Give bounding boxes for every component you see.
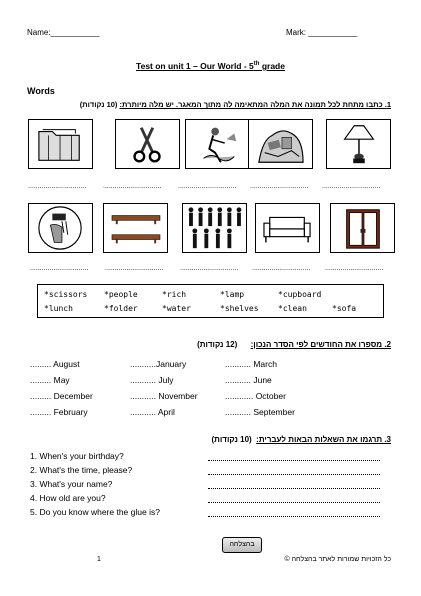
question-item: 1. When's your birthday? [30,451,124,461]
copyright-text: כל הזכויות שמורות לאתר בהצלחה © [284,556,391,563]
sofa-picture [255,203,320,253]
translate-instruction-text: 3. תרגמו את השאלות הבאות לעברית: [256,435,391,444]
word-bank-item: *cupboard [278,290,322,299]
people-icon [183,204,246,252]
answer-blank-7[interactable]: .............................. [105,265,164,272]
lamp-icon [327,120,390,168]
question-item: 2. What's the time, please? [30,465,133,475]
answer-blank-3[interactable]: .............................. [178,183,237,190]
cupboard-picture [330,203,395,253]
sofa-icon [256,204,319,252]
water-icon [29,204,92,252]
month-item[interactable]: ............ October [225,391,286,401]
site-logo-text: בהצלחה [229,541,255,548]
answer-blank-1[interactable]: .............................. [28,183,87,190]
answer-blank-9[interactable]: .............................. [252,265,311,272]
rubbish-heap-picture [248,119,313,169]
mark-field[interactable]: Mark: ___________ [286,28,358,37]
answer-line[interactable] [208,460,380,461]
word-bank [37,284,384,318]
answer-line[interactable] [208,474,380,475]
answer-blank-8[interactable]: .............................. [180,265,239,272]
month-item[interactable]: ........... November [130,391,198,401]
month-item[interactable]: ........... September [225,407,295,417]
word-bank-item: *lamp [220,290,245,299]
people-picture [182,203,247,253]
answer-blank-4[interactable]: .............................. [250,183,309,190]
scissors-picture [115,119,180,169]
words-instruction [80,100,391,109]
month-item[interactable]: ......... February [30,407,88,417]
word-bank-item: *clean [278,304,307,313]
month-item[interactable]: ........... March [225,359,277,369]
folder-icon [29,120,92,168]
word-bank-item: *lunch [44,304,73,313]
answer-blank-6[interactable]: .............................. [30,265,89,272]
lamp-picture [326,119,391,169]
word-bank-item: *sofa [332,304,357,313]
folder-picture [28,119,93,169]
month-item[interactable]: ......... August [30,359,80,369]
cupboard-icon [331,204,394,252]
rubbish-heap-icon [249,120,312,168]
month-item[interactable]: ........... July [130,375,174,385]
answer-blank-10[interactable]: .............................. [325,265,384,272]
words-points: (10 נקודות) [79,100,118,109]
word-bank-item: *rich [162,290,187,299]
months-instruction-text: 2. מספרו את החודשים לפי הסדר הנכון: [250,340,391,349]
question-item: 3. What's your name? [30,479,113,489]
word-bank-item: *people [104,290,138,299]
answer-blank-2[interactable]: .............................. [103,183,162,190]
month-item[interactable]: ...........January [130,359,187,369]
word-bank-item: *scissors [44,290,88,299]
months-points: (12 נקודות) [197,340,238,349]
shelves-picture [103,203,168,253]
translate-instruction [211,435,391,444]
month-item[interactable]: ........... April [130,407,175,417]
month-item[interactable]: ........... June [225,375,272,385]
question-item: 5. Do you know where the glue is? [30,507,160,517]
site-logo [222,537,262,553]
title-end: grade [259,61,285,71]
title-sup: th [253,61,260,68]
words-heading: Words [27,86,55,96]
question-item: 4. How old are you? [30,493,106,503]
answer-blank-5[interactable]: .............................. [322,183,381,190]
page-title [0,61,421,71]
word-bank-item: *water [162,304,191,313]
page-number: 1 [97,556,101,563]
scissors-icon [116,120,179,168]
shelves-icon [104,204,167,252]
answer-line[interactable] [208,502,380,503]
answer-line[interactable] [208,488,380,489]
title-main: Test on unit 1 – Our World - 5 [136,61,254,71]
water-picture [28,203,93,253]
garbage-picture [185,119,250,169]
answer-line[interactable] [208,516,380,517]
garbage-icon [186,120,249,168]
words-instruction-text: 1. כתבו מתחת לכל תמונה את המלה המתאימה לה מתוך המאגר. יש מלה מיותרת: [119,100,391,109]
month-item[interactable]: ......... December [30,391,93,401]
word-bank-item: *folder [104,304,138,313]
word-bank-item: *shelves [220,304,259,313]
months-instruction [197,340,391,349]
name-field[interactable]: Name:___________ [27,28,100,37]
month-item[interactable]: ......... May [30,375,70,385]
translate-points: (10 נקודות) [211,435,252,444]
